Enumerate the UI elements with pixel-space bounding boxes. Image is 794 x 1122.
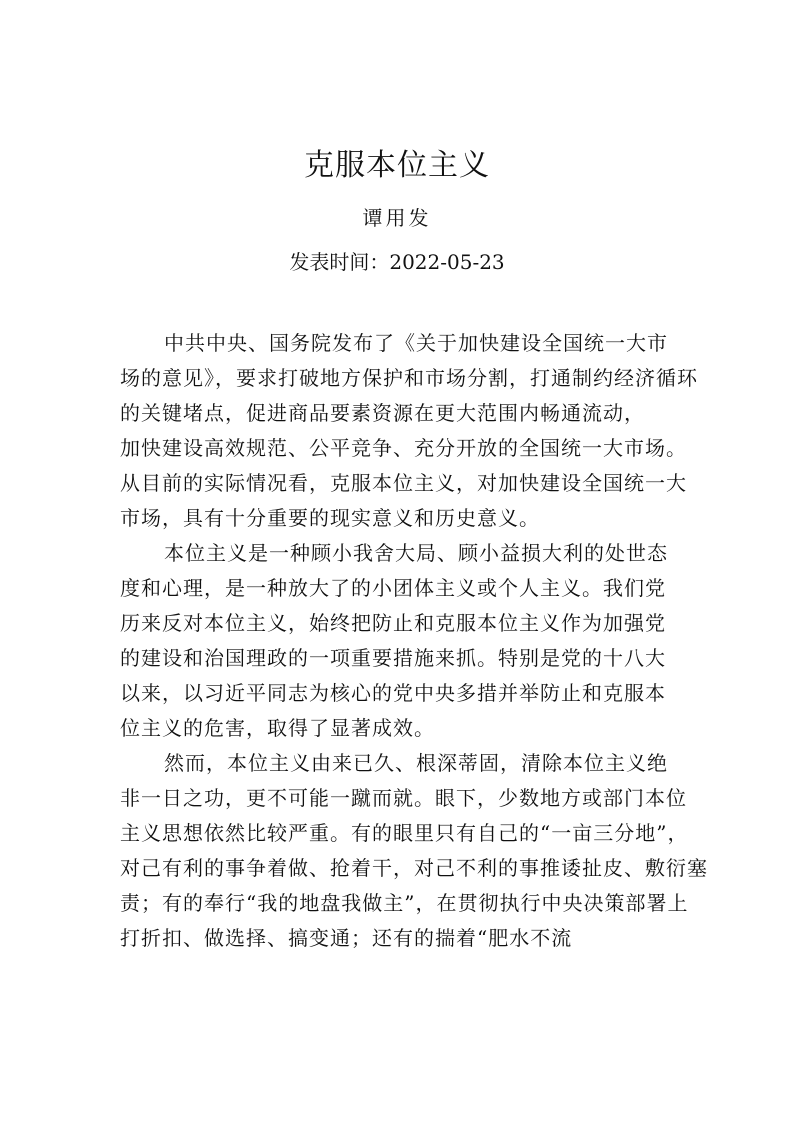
paragraph-2-line-4: 的建设和治国理政的一项重要措施来抓。特别是党的十八大 xyxy=(120,646,666,670)
paragraph-2-line-5: 以来，以习近平同志为核心的党中央多措并举防止和克服本 xyxy=(120,681,666,705)
paragraph-3-line-5: 责；有的奉行“我的地盘我做主”，在贯彻执行中央决策部署上 xyxy=(120,891,689,915)
paragraph-3-line-6: 打折扣、做选择、搞变通；还有的揣着“肥水不流 xyxy=(120,926,573,950)
paragraph-2-line-2: 度和心理，是一种放大了的小团体主义或个人主义。我们党 xyxy=(120,576,666,600)
paragraph-3-line-1: 然而，本位主义由来已久、根深蒂固，清除本位主义绝 xyxy=(164,751,668,775)
article-author: 谭用发 xyxy=(362,206,432,230)
paragraph-2-line-1: 本位主义是一种顾小我舍大局、顾小益损大利的处世态 xyxy=(164,541,668,565)
paragraph-2-line-6: 位主义的危害，取得了显著成效。 xyxy=(120,716,435,740)
article-title: 克服本位主义 xyxy=(304,148,490,183)
paragraph-1-line-2: 场的意见》，要求打破地方保护和市场分割，打通制约经济循环 xyxy=(120,366,698,390)
article-body xyxy=(120,326,708,956)
paragraph-3-line-2: 非一日之功，更不可能一蹴而就。眼下，少数地方或部门本位 xyxy=(120,786,687,810)
paragraph-1-line-5: 从目前的实际情况看，克服本位主义，对加快建设全国统一大 xyxy=(120,471,687,495)
paragraph-3-line-4: 对己有利的事争着做、抢着干，对己不利的事推诿扯皮、敷衍塞 xyxy=(120,856,708,880)
publish-date: 发表时间：2022-05-23 xyxy=(289,250,505,274)
paragraph-2-line-3: 历来反对本位主义，始终把防止和克服本位主义作为加强党 xyxy=(120,611,666,635)
paragraph-3-line-3: 主义思想依然比较严重。有的眼里只有自己的“一亩三分地”， xyxy=(120,821,689,845)
paragraph-1-line-6: 市场，具有十分重要的现实意义和历史意义。 xyxy=(120,506,540,530)
paragraph-1-line-3: 的关键堵点，促进商品要素资源在更大范围内畅通流动， xyxy=(120,401,645,425)
paragraph-1-line-1: 中共中央、国务院发布了《关于加快建设全国统一大市 xyxy=(164,331,668,355)
paragraph-1-line-4: 加快建设高效规范、公平竞争、充分开放的全国统一大市场。 xyxy=(120,436,687,460)
